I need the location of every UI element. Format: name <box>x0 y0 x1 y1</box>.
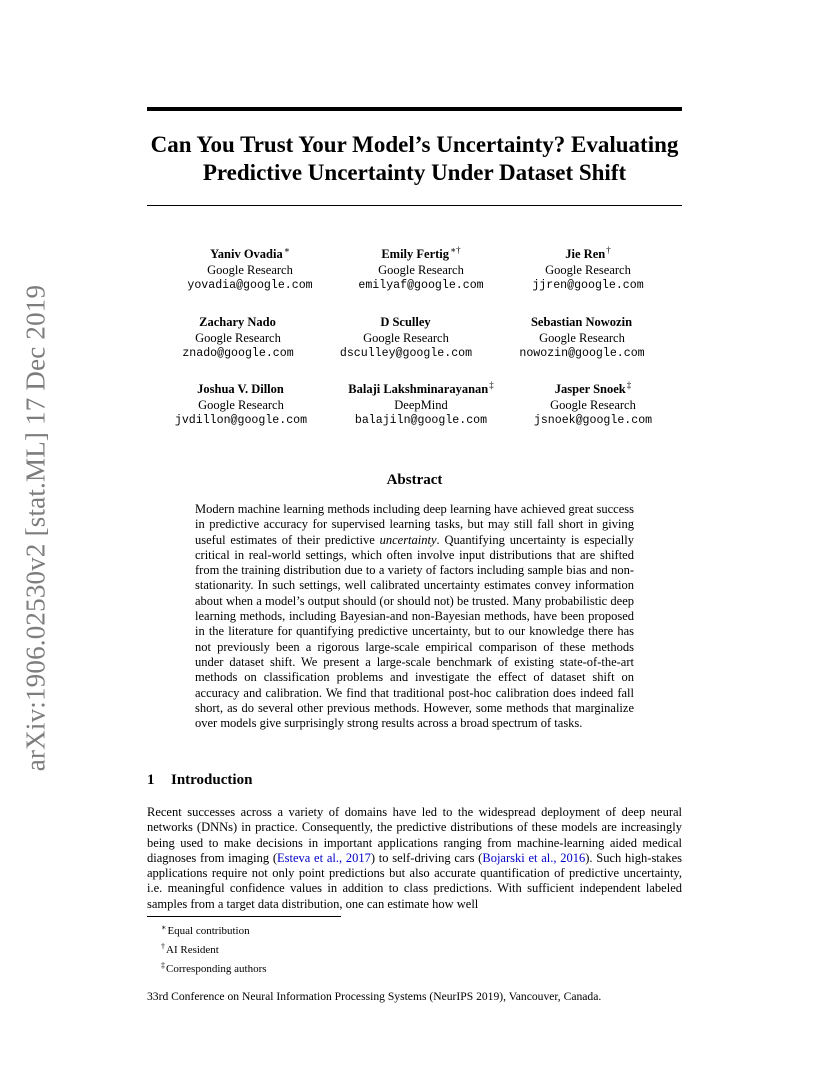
citation-link[interactable]: Esteva et al., 2017 <box>276 850 371 865</box>
author-email: yovadia@google.com <box>187 279 313 292</box>
author-affiliation: DeepMind <box>394 397 448 412</box>
footnotes <box>161 920 267 977</box>
author-affiliation: Google Research <box>363 330 449 345</box>
title-line-2: Predictive Uncertainty Under Dataset Shift <box>202 160 627 185</box>
author-footnote-mark: ∗† <box>450 245 461 255</box>
author-email: jsnoek@google.com <box>533 414 653 427</box>
author-affiliation: Google Research <box>198 397 284 412</box>
author-name: Emily Fertig <box>381 247 450 261</box>
author-affiliation: Google Research <box>545 262 631 277</box>
author-name: Balaji Lakshminarayanan <box>348 382 489 396</box>
section-title: Introduction <box>171 772 253 788</box>
abstract-text-part: . Quantifying uncertainty is especially critical in real-world settings, which often involve input distributions that are shifted from the training distribution due to a variety of factors including sample bias and non-stationarity. In such settings, well calibrated uncertainty estimates convey information about when a model’s output should (or should not) be trusted. Many probabilistic deep learning methods, including Bayesian-and non-Bayesian methods, have been proposed in the literature for quantifying predictive uncertainty, but to our knowledge there has not previously been a rigorous large-scale empirical comparison of these methods under dataset shift. We present a large-scale benchmark of existing state-of-the-art methods on classification problems and investigate the effect of dataset shift on accuracy and calibration. We find that traditional post-hoc calibration does indeed fall short, as do several other previous methods. However, some methods that marginalize over models give surprisingly strong results across a broad spectrum of tasks. <box>195 532 634 731</box>
author-affiliation: Google Research <box>550 397 636 412</box>
author-email: nowozin@google.com <box>519 347 645 360</box>
section-number: 1 <box>147 772 155 788</box>
section-heading-introduction <box>147 772 252 789</box>
author-email: jjren@google.com <box>532 279 644 292</box>
author-email: emilyaf@google.com <box>358 279 484 292</box>
title-line-1: Can You Trust Your Model’s Uncertainty? Evaluating <box>150 132 679 157</box>
author-name: D Sculley <box>380 315 431 329</box>
author-footnote-mark: † <box>606 245 611 255</box>
footnote-text: Equal contribution <box>167 925 250 937</box>
author-affiliation: Google Research <box>195 330 281 345</box>
author-name: Sebastian Nowozin <box>530 315 633 329</box>
footnote <box>161 920 267 939</box>
footnote-rule <box>147 916 341 917</box>
intro-text-part: Recent successes across a variety of domains have led to the widespread deployment of deep neural networks (DNNs) in practice. Consequently, the predictive distributions of these models are increasingly being used to make decisions in important applications ranging from machine-learning aided medical diagnoses from imaging ( <box>147 805 682 865</box>
author-footnote-mark: ‡ <box>626 380 632 390</box>
author-block <box>472 311 692 362</box>
author-email: balajiln@google.com <box>354 414 488 427</box>
author-affiliation: Google Research <box>539 330 625 345</box>
author-email: jvdillon@google.com <box>174 414 308 427</box>
footnote <box>161 958 267 977</box>
conference-notice: 33rd Conference on Neural Information Processing Systems (NeurIPS 2019), Vancouver, Canada. <box>147 990 602 1003</box>
author-name: Jie Ren <box>565 247 606 261</box>
author-name: Jasper Snoek <box>554 382 626 396</box>
footnote-mark: † <box>161 942 165 951</box>
author-name: Zachary Nado <box>199 315 276 329</box>
author-affiliation: Google Research <box>378 262 464 277</box>
author-email: dsculley@google.com <box>339 347 473 360</box>
author-email: znado@google.com <box>182 347 294 360</box>
abstract-heading: Abstract <box>386 472 443 488</box>
footnote-text: AI Resident <box>166 944 219 956</box>
author-block <box>483 378 703 429</box>
title-bottom-rule <box>147 205 682 206</box>
title-top-rule <box>147 107 682 111</box>
paper-title <box>147 131 682 187</box>
author-affiliation: Google Research <box>207 262 293 277</box>
author-name: Yaniv Ovadia <box>210 247 283 261</box>
abstract-text-part: Modern machine learning methods including deep learning have achieved great success in predictive accuracy for supervised learning tasks, but may still fall short in giving useful estimates of their predictive <box>195 502 634 547</box>
intro-text-part: ). Such high-stakes applications require not only point predictions but also accurate quantification of predictive uncertainty, i.e. meaningful confidence values in addition to class predictions. With sufficient independent labeled samples from a target data distribution, one can estimate how well <box>147 850 682 911</box>
abstract-emphasis: uncertainty <box>379 532 437 547</box>
introduction-text <box>147 805 682 912</box>
abstract-text <box>195 502 634 731</box>
author-name: Joshua V. Dillon <box>197 382 284 396</box>
arxiv-identifier-stamp: arXiv:1906.02530v2 [stat.ML] 17 Dec 2019 <box>20 284 51 772</box>
author-footnote-mark: ‡ <box>489 380 494 390</box>
intro-text-part: ) to self-driving cars ( <box>370 850 483 865</box>
citation-link[interactable]: Bojarski et al., 2016 <box>482 850 586 865</box>
footnote-mark: ∗ <box>161 923 167 932</box>
footnote <box>161 939 267 958</box>
author-block <box>478 243 698 294</box>
footnote-mark: ‡ <box>161 961 165 970</box>
author-footnote-mark: ∗ <box>283 245 290 255</box>
footnote-text: Corresponding authors <box>166 963 267 975</box>
